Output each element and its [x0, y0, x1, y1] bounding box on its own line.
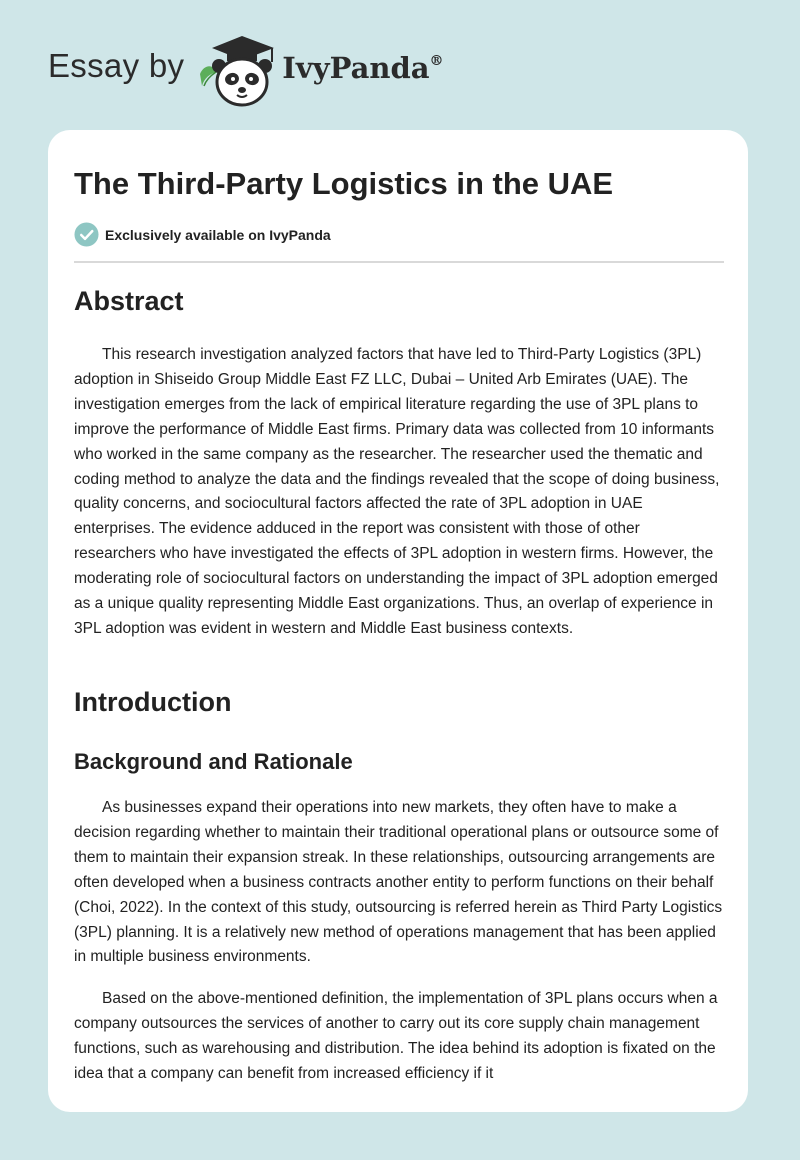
abstract-heading: Abstract	[74, 286, 184, 316]
site-header	[0, 0, 800, 130]
site-logo[interactable]	[48, 34, 444, 108]
panda-graduate-icon	[194, 34, 276, 108]
logo-prefix: Essay by	[48, 47, 185, 84]
background-heading: Background and Rationale	[74, 749, 353, 774]
check-circle-icon	[74, 222, 99, 247]
logo-brand: IvyPanda®	[282, 51, 444, 85]
background-paragraph-1: As businesses expand their operations into new markets, they often have to make a decision regarding whether to maintain their traditional operational plans or outsource some of them to maintain their expansion streak. In these relationships, outsourcing arrangements are often developed when a business contracts another entity to perform functions on their behalf (Choi, 2022). In the context of this study, outsourcing is referred herein as Third Party Logistics (3PL) planning. It is a relatively new method of operations management that has been applied in multiple business environments.	[74, 799, 723, 966]
page-title: The Third-Party Logistics in the UAE	[74, 166, 614, 201]
title-divider	[74, 261, 724, 263]
exclusive-badge	[74, 222, 331, 247]
exclusive-label: Exclusively available on IvyPanda	[105, 226, 331, 243]
introduction-heading: Introduction	[74, 687, 232, 717]
abstract-paragraph: This research investigation analyzed factors that have led to Third-Party Logistics (3PL) adoption in Shiseido Group Middle East FZ LLC, Dubai – United Arb Emirates (UAE). The investigation emerges from the lack of empirical literature regarding the use of 3PL plans to improve the performance of Middle East firms. Primary data was collected from 10 informants who worked in the same company as the researcher. The researcher used the thematic and coding method to analyze the data and the findings revealed that the scope of doing business, quality concerns, and sociocultural factors affected the rate of 3PL adoption in UAE enterprises. The evidence adduced in the report was consistent with those of other researchers who have investigated the effects of 3PL adoption in western firms. However, the moderating role of sociocultural factors on understanding the impact of 3PL adoption emerged as a unique quality representing Middle East organizations. Thus, an overlap of experience in 3PL adoption was evident in western and Middle East business contexts.	[74, 346, 720, 637]
background-paragraph-2: Based on the above-mentioned definition, the implementation of 3PL plans occurs when a company outsources the services of another to carry out its core supply chain management functions, such as warehousing and distribution. The idea behind its adoption is fixated on the idea that a company can benefit from increased efficiency if it	[74, 990, 718, 1082]
article-card	[48, 130, 748, 1112]
